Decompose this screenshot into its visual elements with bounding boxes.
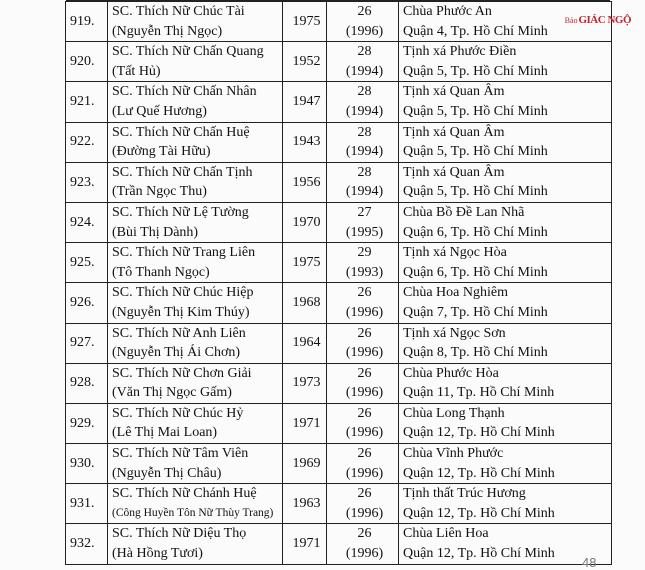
ordination-age: 26: [357, 365, 372, 381]
entry-number-cell: [66, 323, 108, 363]
entry-number: 921.: [70, 94, 95, 110]
secular-name: (Văn Thị Ngọc Gấm): [112, 385, 232, 401]
secular-name: (Trần Ngọc Thu): [112, 184, 207, 200]
residence-cell: [399, 484, 612, 524]
secular-name: (Nguyễn Thị Ái Chơn): [112, 345, 241, 361]
table-row: [66, 42, 612, 82]
table-row: [66, 444, 612, 484]
name-cell: [108, 42, 283, 82]
entry-number-cell: [66, 363, 108, 403]
entry-number: 920.: [70, 53, 95, 69]
entry-number-cell: [66, 42, 108, 82]
entry-number: 926.: [70, 295, 95, 311]
entry-number-cell: [66, 243, 108, 283]
ordination-year: (1996): [345, 385, 384, 401]
birth-year-cell: [283, 202, 327, 242]
secular-name: (Đường Tài Hữu): [112, 144, 211, 160]
entry-number: 922.: [70, 134, 95, 150]
residence-cell: [399, 122, 612, 162]
ordination-cell: [327, 444, 399, 484]
name-cell: [108, 162, 283, 202]
logo-prefix: Báo: [564, 16, 578, 25]
temple-location: Quận 11, Tp. Hồ Chí Minh: [403, 385, 555, 401]
name-cell: [108, 2, 283, 42]
ordination-year: (1994): [345, 63, 384, 79]
ordination-age: 26: [357, 405, 372, 421]
secular-name: (Tô Thanh Ngọc): [112, 264, 210, 280]
ordination-year: (1994): [345, 103, 384, 119]
temple-name: Tịnh xá Quan Âm: [403, 124, 505, 140]
temple-name: Chùa Liên Hoa: [403, 526, 489, 542]
ordination-age: 27: [357, 204, 372, 220]
temple-name: Tịnh xá Phước Điền: [403, 44, 517, 60]
name-cell: [108, 243, 283, 283]
secular-name: (Nguyễn Thị Châu): [112, 465, 222, 481]
birth-year-cell: [283, 2, 327, 42]
ordination-cell: [327, 484, 399, 524]
residence-cell: [399, 42, 612, 82]
ordination-cell: [327, 323, 399, 363]
monastic-name: SC. Thích Nữ Chấn Nhân: [112, 84, 257, 100]
residence-cell: [399, 363, 612, 403]
monastic-name: SC. Thích Nữ Chúc Hỷ: [112, 405, 244, 421]
birth-year: 1947: [292, 94, 321, 110]
temple-name: Tịnh xá Ngọc Sơn: [403, 325, 506, 341]
birth-year-cell: [283, 484, 327, 524]
monastic-name: SC. Thích Nữ Chúc Tài: [112, 4, 245, 19]
residence-cell: [399, 162, 612, 202]
ordination-year: (1993): [345, 264, 384, 280]
ordination-year: (1996): [345, 304, 384, 320]
ordination-year: (1994): [345, 144, 384, 160]
birth-year: 1975: [292, 13, 321, 29]
entry-number-cell: [66, 2, 108, 42]
table-row: [66, 2, 612, 42]
table-row: [66, 202, 612, 242]
name-cell: [108, 202, 283, 242]
secular-name: (Hà Hồng Tươi): [112, 546, 203, 562]
temple-name: Chùa Phước Hòa: [403, 365, 499, 381]
secular-name: (Tất Hủ): [112, 63, 161, 79]
table-row: [66, 162, 612, 202]
ordination-age: 26: [357, 446, 372, 462]
entry-number-cell: [66, 82, 108, 122]
monastic-name: SC. Thích Nữ Tâm Viên: [112, 446, 249, 462]
entry-number-cell: [66, 403, 108, 443]
ordination-cell: [327, 122, 399, 162]
entry-number-cell: [66, 484, 108, 524]
ordination-cell: [327, 403, 399, 443]
ordination-year: (1996): [345, 546, 384, 562]
ordination-year: (1996): [345, 23, 384, 39]
monastic-name: SC. Thích Nữ Chấn Huệ: [112, 124, 250, 140]
birth-year: 1975: [292, 254, 321, 270]
entry-number: 925.: [70, 254, 95, 270]
secular-name: (Lư Quế Hương): [112, 103, 207, 119]
entry-number: 930.: [70, 455, 95, 471]
ordination-age: 28: [357, 124, 372, 140]
monastic-name: SC. Thích Nữ Chúc Hiệp: [112, 285, 254, 301]
birth-year: 1952: [292, 53, 321, 69]
table-row: [66, 484, 612, 524]
birth-year-cell: [283, 243, 327, 283]
secular-name: (Nguyễn Thị Ngọc): [112, 23, 223, 39]
entry-number-cell: [66, 444, 108, 484]
entry-number: 931.: [70, 496, 95, 512]
ordination-age: 26: [357, 285, 372, 301]
monastic-name: SC. Thích Nữ Trang Liên: [112, 245, 256, 261]
entry-number-cell: [66, 524, 108, 564]
residence-cell: [399, 82, 612, 122]
entry-number: 919.: [70, 13, 95, 29]
birth-year: 1956: [292, 174, 321, 190]
ordination-year: (1996): [345, 425, 384, 441]
ordination-cell: [327, 82, 399, 122]
birth-year-cell: [283, 363, 327, 403]
name-cell: [108, 323, 283, 363]
entry-number-cell: [66, 162, 108, 202]
entry-number-cell: [66, 202, 108, 242]
name-cell: [108, 82, 283, 122]
birth-year: 1971: [292, 415, 321, 431]
temple-name: Tịnh xá Quan Âm: [403, 84, 505, 100]
ordination-age: 28: [357, 44, 372, 60]
ordination-age: 26: [357, 526, 372, 542]
name-cell: [108, 283, 283, 323]
birth-year: 1964: [292, 335, 321, 351]
ordination-age: 28: [357, 164, 372, 180]
birth-year-cell: [283, 444, 327, 484]
birth-year: 1970: [292, 214, 321, 230]
name-cell: [108, 363, 283, 403]
name-cell: [108, 403, 283, 443]
birth-year: 1943: [292, 134, 321, 150]
secular-name: (Bùi Thị Dành): [112, 224, 199, 240]
temple-location: Quận 5, Tp. Hồ Chí Minh: [403, 63, 548, 79]
birth-year: 1971: [292, 536, 321, 552]
birth-year-cell: [283, 162, 327, 202]
monastic-name: SC. Thích Nữ Chánh Huệ: [112, 486, 257, 502]
table-row: [66, 122, 612, 162]
entry-number: 927.: [70, 335, 95, 351]
ordination-age: 26: [357, 486, 372, 502]
temple-location: Quận 12, Tp. Hồ Chí Minh: [403, 465, 555, 481]
secular-name: (Nguyễn Thị Kim Thúy): [112, 304, 250, 320]
birth-year: 1963: [292, 496, 321, 512]
ordination-cell: [327, 202, 399, 242]
temple-location: Quận 8, Tp. Hồ Chí Minh: [403, 345, 548, 361]
ordination-year: (1994): [345, 184, 384, 200]
table-row: [66, 403, 612, 443]
nun-roster-table: [65, 1, 612, 565]
birth-year-cell: [283, 283, 327, 323]
ordination-cell: [327, 243, 399, 283]
temple-location: Quận 4, Tp. Hồ Chí Minh: [403, 23, 548, 39]
temple-name: Tịnh thất Trúc Hương: [403, 486, 526, 502]
monastic-name: SC. Thích Nữ Anh Liên: [112, 325, 246, 341]
roster-body: [66, 2, 612, 565]
birth-year-cell: [283, 122, 327, 162]
table-row: [66, 323, 612, 363]
name-cell: [108, 122, 283, 162]
temple-name: Tịnh xá Quan Âm: [403, 164, 505, 180]
name-cell: [108, 444, 283, 484]
residence-cell: [399, 444, 612, 484]
temple-location: Quận 5, Tp. Hồ Chí Minh: [403, 144, 548, 160]
name-cell: [108, 484, 283, 524]
ordination-age: 29: [357, 245, 372, 261]
temple-location: Quận 7, Tp. Hồ Chí Minh: [403, 304, 548, 320]
birth-year-cell: [283, 524, 327, 564]
residence-cell: [399, 283, 612, 323]
birth-year: 1968: [292, 295, 321, 311]
birth-year: 1973: [292, 375, 321, 391]
monastic-name: SC. Thích Nữ Chấn Tịnh: [112, 164, 253, 180]
residence-cell: [399, 243, 612, 283]
ordination-cell: [327, 162, 399, 202]
temple-name: Chùa Hoa Nghiêm: [403, 285, 508, 301]
entry-number: 932.: [70, 536, 95, 552]
temple-name: Chùa Phước An: [403, 4, 492, 19]
entry-number-cell: [66, 283, 108, 323]
birth-year-cell: [283, 323, 327, 363]
ordination-cell: [327, 2, 399, 42]
birth-year-cell: [283, 42, 327, 82]
residence-cell: [399, 202, 612, 242]
table-row: [66, 363, 612, 403]
ordination-cell: [327, 283, 399, 323]
entry-number-cell: [66, 122, 108, 162]
temple-location: Quận 6, Tp. Hồ Chí Minh: [403, 264, 548, 280]
secular-name: (Công Huyền Tôn Nữ Thùy Trang): [112, 506, 274, 519]
entry-number: 928.: [70, 375, 95, 391]
temple-name: Chùa Bồ Đề Lan Nhã: [403, 204, 525, 220]
monastic-name: SC. Thích Nữ Diệu Thọ: [112, 526, 247, 542]
ordination-cell: [327, 42, 399, 82]
name-cell: [108, 524, 283, 564]
temple-name: Chùa Vĩnh Phước: [403, 446, 504, 462]
temple-location: Quận 5, Tp. Hồ Chí Minh: [403, 184, 548, 200]
temple-location: Quận 12, Tp. Hồ Chí Minh: [403, 425, 555, 441]
temple-name: Tịnh xá Ngọc Hòa: [403, 245, 507, 261]
page-number: 48: [582, 555, 597, 570]
newspaper-logo: [565, 14, 631, 26]
temple-location: Quận 12, Tp. Hồ Chí Minh: [403, 505, 555, 521]
ordination-age: 26: [357, 325, 372, 341]
birth-year-cell: [283, 403, 327, 443]
secular-name: (Lê Thị Mai Loan): [112, 425, 218, 441]
residence-cell: [399, 323, 612, 363]
temple-location: Quận 5, Tp. Hồ Chí Minh: [403, 103, 548, 119]
ordination-age: 26: [357, 4, 372, 19]
logo-brand: GIÁC NGỘ: [578, 14, 631, 26]
entry-number: 924.: [70, 214, 95, 230]
residence-cell: [399, 524, 612, 564]
birth-year-cell: [283, 82, 327, 122]
entry-number: 929.: [70, 415, 95, 431]
ordination-year: (1996): [345, 465, 384, 481]
monastic-name: SC. Thích Nữ Chơn Giải: [112, 365, 252, 381]
entry-number: 923.: [70, 174, 95, 190]
ordination-year: (1996): [345, 505, 384, 521]
table-row: [66, 243, 612, 283]
ordination-year: (1995): [345, 224, 384, 240]
ordination-cell: [327, 363, 399, 403]
ordination-year: (1996): [345, 345, 384, 361]
birth-year: 1969: [292, 455, 321, 471]
table-row: [66, 524, 612, 564]
temple-name: Chùa Long Thạnh: [403, 405, 505, 421]
monastic-name: SC. Thích Nữ Lệ Tường: [112, 204, 249, 220]
ordination-age: 28: [357, 84, 372, 100]
table-row: [66, 283, 612, 323]
temple-location: Quận 6, Tp. Hồ Chí Minh: [403, 224, 548, 240]
temple-location: Quận 12, Tp. Hồ Chí Minh: [403, 546, 555, 562]
residence-cell: [399, 403, 612, 443]
table-row: [66, 82, 612, 122]
ordination-cell: [327, 524, 399, 564]
monastic-name: SC. Thích Nữ Chấn Quang: [112, 44, 264, 60]
